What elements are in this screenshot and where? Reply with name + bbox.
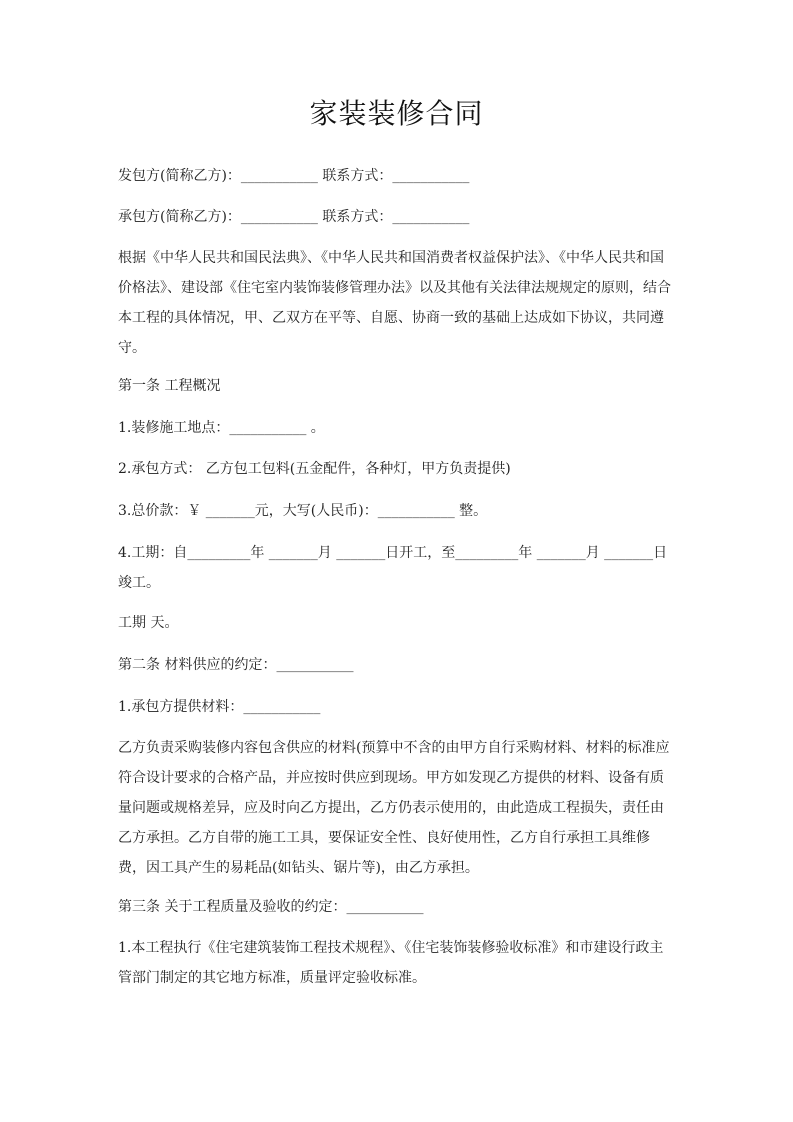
article1-item4: 4.工期：自_________年 _______月 _______日开工，至_________年 _______月 _______日竣工。 (118, 545, 668, 591)
article1-heading: 第一条 工程概况 (118, 378, 221, 394)
article3-heading: 第三条 关于工程质量及验收的约定：___________ (118, 899, 424, 915)
contract-title: 家装装修合同 (309, 97, 484, 130)
article2-item1: 1.承包方提供材料：___________ (118, 699, 321, 715)
article2-heading: 第二条 材料供应的约定：___________ (118, 657, 354, 673)
preamble-paragraph: 根据《中华人民共和国民法典》、《中华人民共和国消费者权益保护法》、《中华人民共和国价格法》、建设部《住宅室内装饰装修管理办法》以及其他有关法律法规规定的原则，结合本工程的具体情况，甲、乙双方在平等、自愿、协商一致的基础上达成如下协议，共同遵守。 (118, 250, 671, 356)
party-b-line: 承包方(简称乙方)：___________ 联系方式：___________ (118, 209, 470, 225)
article2-body: 乙方负责采购装修内容包含供应的材料(预算中不含的由甲方自行采购材料、材料的标准应符合设计要求的合格产品，并应按时供应到现场。甲方如发现乙方提供的材料、设备有质量问题或规格差异，应及时向乙方提出，乙方仍表示使用的，由此造成工程损失，责任由乙方承担。乙方自带的施工工具，要保证安全性、良好使用性，乙方自行承担工具维修费，因工具产生的易耗品(如钻头、锯片等)，由乙方承担。 (118, 740, 670, 876)
article1-duration: 工期 天。 (118, 615, 179, 631)
article1-item1: 1.装修施工地点：___________ 。 (118, 420, 325, 436)
article3-item1: 1.本工程执行《住宅建筑装饰工程技术规程》、《住宅装饰装修验收标准》和市建设行政主管部门制定的其它地方标准，质量评定验收标准。 (118, 940, 664, 986)
article1-item2: 2.承包方式： 乙方包工包料(五金配件，各种灯，甲方负责提供) (118, 461, 511, 477)
article1-item3: 3.总价款：￥ _______元，大写(人民币)：___________ 整。 (118, 503, 488, 519)
party-a-line: 发包方(简称乙方)：___________ 联系方式：___________ (118, 168, 470, 184)
